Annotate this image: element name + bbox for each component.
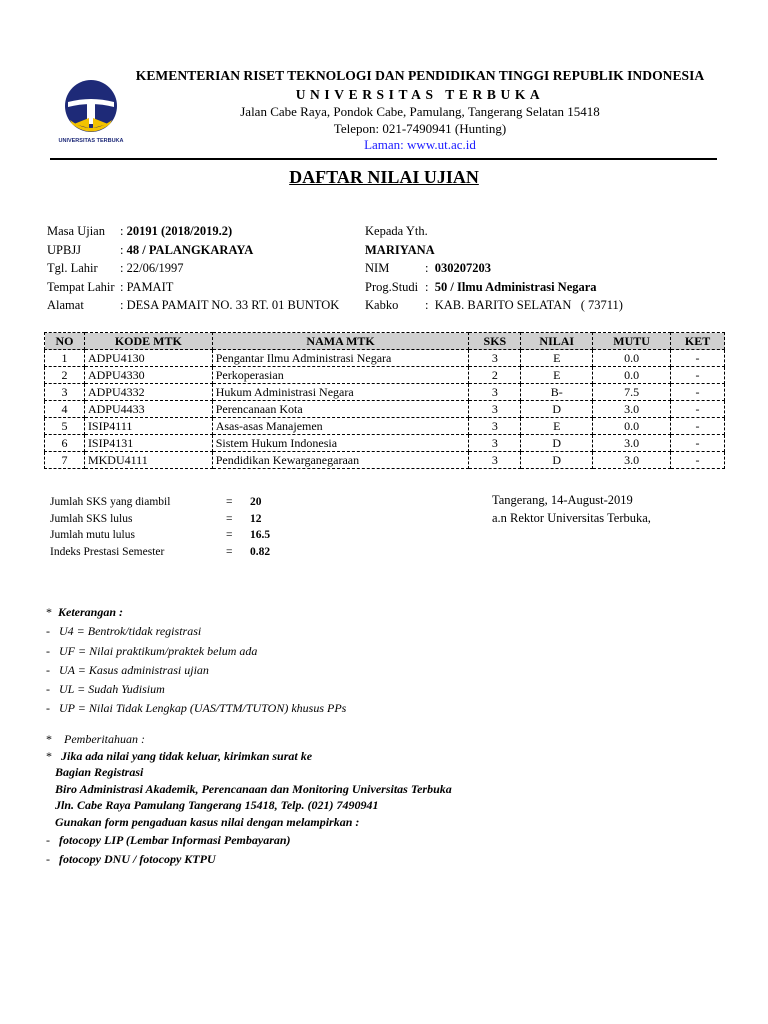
cell-ket: - <box>671 350 725 367</box>
cell-nama: Pengantar Ilmu Administrasi Negara <box>212 350 469 367</box>
cell-no: 1 <box>45 350 85 367</box>
info-value: 48 / PALANGKARAYA <box>126 242 254 257</box>
column-header: NO <box>45 333 85 350</box>
cell-nama: Sistem Hukum Indonesia <box>212 435 469 452</box>
keterangan-text: UL = Sudah Yudisium <box>59 682 165 697</box>
column-header: KODE MTK <box>84 333 212 350</box>
cell-mutu: 7.5 <box>593 384 671 401</box>
summary-row: Jumlah SKS yang diambil = 20 <box>50 494 270 511</box>
info-label: Prog.Studi <box>365 279 419 294</box>
cell-nilai: B- <box>521 384 593 401</box>
column-header: NILAI <box>521 333 593 350</box>
cell-nama: Hukum Administrasi Negara <box>212 384 469 401</box>
cell-no: 2 <box>45 367 85 384</box>
attachment-text: fotocopy LIP (Lembar Informasi Pembayaran) <box>59 833 291 847</box>
cell-sks: 2 <box>469 367 521 384</box>
cell-kode: ADPU4332 <box>84 384 212 401</box>
summary-label: Jumlah mutu lulus <box>50 529 135 541</box>
info-value: KAB. BARITO SELATAN <box>434 298 572 312</box>
info-row-tempat-lahir: Tempat Lahir : PAMAIT <box>47 278 339 297</box>
info-label: Kabko <box>365 298 399 312</box>
pemberitahuan-line: Bagian Registrasi <box>55 765 144 779</box>
pemberitahuan-section <box>46 731 452 867</box>
cell-mutu: 0.0 <box>593 350 671 367</box>
cell-no: 3 <box>45 384 85 401</box>
cell-sks: 3 <box>469 401 521 418</box>
table-row <box>45 401 725 418</box>
signature-block <box>492 491 651 527</box>
info-value: 50 / Ilmu Administrasi Negara <box>434 279 597 294</box>
cell-kode: MKDU4111 <box>84 452 212 469</box>
cell-nama: Perencanaan Kota <box>212 401 469 418</box>
info-row-prodi: Prog.Studi : 50 / Ilmu Administrasi Negara <box>365 278 623 297</box>
table-row <box>45 435 725 452</box>
pemberitahuan-line: Jln. Cabe Raya Pamulang Tangerang 15418, Telp. (021) 7490941 <box>55 798 379 812</box>
cell-sks: 3 <box>469 418 521 435</box>
summary-value: 0.82 <box>250 545 271 558</box>
column-header: KET <box>671 333 725 350</box>
info-row-tgl-lahir: Tgl. Lahir : 22/06/1997 <box>47 259 339 278</box>
info-row-nim: NIM : 030207203 <box>365 259 623 278</box>
attachment-item: - fotocopy LIP (Lembar Informasi Pembayaran) <box>46 833 291 847</box>
pemberitahuan-title-text: Pemberitahuan : <box>64 732 145 746</box>
info-value: 030207203 <box>434 261 491 275</box>
summary-label: Jumlah SKS yang diambil <box>50 496 171 508</box>
table-row <box>45 384 725 401</box>
cell-nama: Asas-asas Manajemen <box>212 418 469 435</box>
info-label: Alamat <box>47 298 84 312</box>
cell-kode: ISIP4131 <box>84 435 212 452</box>
pemberitahuan-text: Jika ada nilai yang tidak keluar, kirimkan surat ke <box>61 748 313 763</box>
keterangan-item: - UF = Nilai praktikum/praktek belum ada <box>46 643 258 658</box>
keterangan-text: UP = Nilai Tidak Lengkap (UAS/TTM/TUTON) khusus PPs <box>59 701 347 716</box>
cell-kode: ISIP4111 <box>84 418 212 435</box>
keterangan-text: UF = Nilai praktikum/praktek belum ada <box>59 643 258 658</box>
info-label: Tgl. Lahir <box>47 261 98 275</box>
page-title: DAFTAR NILAI UJIAN <box>289 167 479 187</box>
keterangan-item: - U4 = Bentrok/tidak registrasi <box>46 624 202 639</box>
cell-sks: 3 <box>469 452 521 469</box>
cell-kode: ADPU4330 <box>84 367 212 384</box>
cell-ket: - <box>671 384 725 401</box>
cell-ket: - <box>671 435 725 452</box>
header-divider <box>50 158 717 160</box>
summary-row: Jumlah mutu lulus = 16.5 <box>50 527 270 544</box>
keterangan-title-text: Keterangan : <box>58 605 124 619</box>
keterangan-text: U4 = Bentrok/tidak registrasi <box>59 624 202 639</box>
cell-nama: Pendidikan Kewarganegaraan <box>212 452 469 469</box>
table-row <box>45 350 725 367</box>
sks-summary <box>50 494 270 560</box>
student-info-right <box>365 222 623 315</box>
summary-label: Indeks Prestasi Semester <box>50 545 165 558</box>
cell-nilai: D <box>521 435 593 452</box>
cell-no: 6 <box>45 435 85 452</box>
attachment-item: - fotocopy DNU / fotocopy KTPU <box>46 851 216 866</box>
cell-sks: 3 <box>469 384 521 401</box>
cell-no: 4 <box>45 401 85 418</box>
info-row-masa-ujian: Masa Ujian : 20191 (2018/2019.2) <box>47 222 339 241</box>
cell-no: 5 <box>45 418 85 435</box>
recipient-greeting: Kepada Yth. <box>365 224 428 238</box>
student-info-left <box>47 222 339 315</box>
column-header: MUTU <box>593 333 671 350</box>
cell-kode: ADPU4433 <box>84 401 212 418</box>
summary-value: 20 <box>250 496 262 508</box>
cell-mutu: 3.0 <box>593 435 671 452</box>
cell-sks: 3 <box>469 350 521 367</box>
pemberitahuan-line: * Jika ada nilai yang tidak keluar, kirimkan surat ke <box>46 748 313 763</box>
info-label: Masa Ujian <box>47 224 105 238</box>
cell-sks: 3 <box>469 435 521 452</box>
cell-nilai: D <box>521 401 593 418</box>
signature-place-date: Tangerang, 14-August-2019 <box>492 493 633 507</box>
info-label: NIM <box>365 261 390 275</box>
cell-ket: - <box>671 452 725 469</box>
cell-nilai: D <box>521 452 593 469</box>
keterangan-section <box>46 603 346 719</box>
university-name: UNIVERSITAS TERBUKA <box>295 87 545 102</box>
pemberitahuan-line: Biro Administrasi Akademik, Perencanaan dan Monitoring Universitas Terbuka <box>55 781 452 796</box>
pemberitahuan-line: Gunakan form pengaduan kasus nilai dengan melampirkan : <box>55 814 360 829</box>
keterangan-item: - UL = Sudah Yudisium <box>46 682 165 697</box>
student-name: MARIYANA <box>365 242 435 257</box>
table-header-row <box>45 333 725 350</box>
cell-mutu: 0.0 <box>593 367 671 384</box>
column-header: SKS <box>469 333 521 350</box>
summary-row: Jumlah SKS lulus = 12 <box>50 511 270 528</box>
info-row-kabko: Kabko : KAB. BARITO SELATAN ( 73711) <box>365 296 623 315</box>
table-row <box>45 367 725 384</box>
info-row-upbjj: UPBJJ : 48 / PALANGKARAYA <box>47 241 339 260</box>
grades-table <box>44 332 725 469</box>
cell-nilai: E <box>521 367 593 384</box>
info-value-code: ( 73711) <box>580 298 623 312</box>
cell-kode: ADPU4130 <box>84 350 212 367</box>
summary-row: Indeks Prestasi Semester = 0.82 <box>50 544 270 561</box>
attachment-text: fotocopy DNU / fotocopy KTPU <box>59 851 216 866</box>
keterangan-title: * Keterangan : <box>46 605 124 619</box>
info-value: 22/06/1997 <box>126 261 184 275</box>
cell-mutu: 3.0 <box>593 401 671 418</box>
info-value: 20191 (2018/2019.2) <box>126 224 233 238</box>
summary-value: 12 <box>250 512 262 525</box>
cell-nilai: E <box>521 350 593 367</box>
table-row <box>45 418 725 435</box>
column-header: NAMA MTK <box>212 333 469 350</box>
keterangan-item: - UA = Kasus administrasi ujian <box>46 662 209 677</box>
info-row-alamat: Alamat : DESA PAMAIT NO. 33 RT. 01 BUNTOK <box>47 296 339 315</box>
logo-caption: UNIVERSITAS TERBUKA <box>58 138 124 144</box>
info-value: PAMAIT <box>126 279 174 294</box>
university-phone: Telepon: 021-7490941 (Hunting) <box>333 121 507 136</box>
cell-ket: - <box>671 367 725 384</box>
university-website-link[interactable]: Laman: www.ut.ac.id <box>364 137 476 152</box>
ministry-name: KEMENTERIAN RISET TEKNOLOGI DAN PENDIDIKAN TINGGI REPUBLIK INDONESIA <box>135 68 705 83</box>
cell-nilai: E <box>521 418 593 435</box>
pemberitahuan-title: * Pemberitahuan : <box>46 732 145 746</box>
signature-on-behalf: a.n Rektor Universitas Terbuka, <box>492 511 651 525</box>
cell-mutu: 3.0 <box>593 452 671 469</box>
cell-nama: Perkoperasian <box>212 367 469 384</box>
summary-value: 16.5 <box>250 529 271 541</box>
cell-mutu: 0.0 <box>593 418 671 435</box>
cell-ket: - <box>671 401 725 418</box>
keterangan-text: UA = Kasus administrasi ujian <box>59 662 209 677</box>
info-value: DESA PAMAIT NO. 33 RT. 01 BUNTOK <box>126 298 340 312</box>
info-label: UPBJJ <box>47 242 82 257</box>
table-row <box>45 452 725 469</box>
info-label: Tempat Lahir <box>47 279 115 294</box>
cell-no: 7 <box>45 452 85 469</box>
cell-ket: - <box>671 418 725 435</box>
university-logo <box>56 76 126 152</box>
summary-label: Jumlah SKS lulus <box>50 512 133 525</box>
keterangan-item: - UP = Nilai Tidak Lengkap (UAS/TTM/TUTON) khusus PPs <box>46 701 347 716</box>
university-address: Jalan Cabe Raya, Pondok Cabe, Pamulang, Tangerang Selatan 15418 <box>240 104 600 119</box>
